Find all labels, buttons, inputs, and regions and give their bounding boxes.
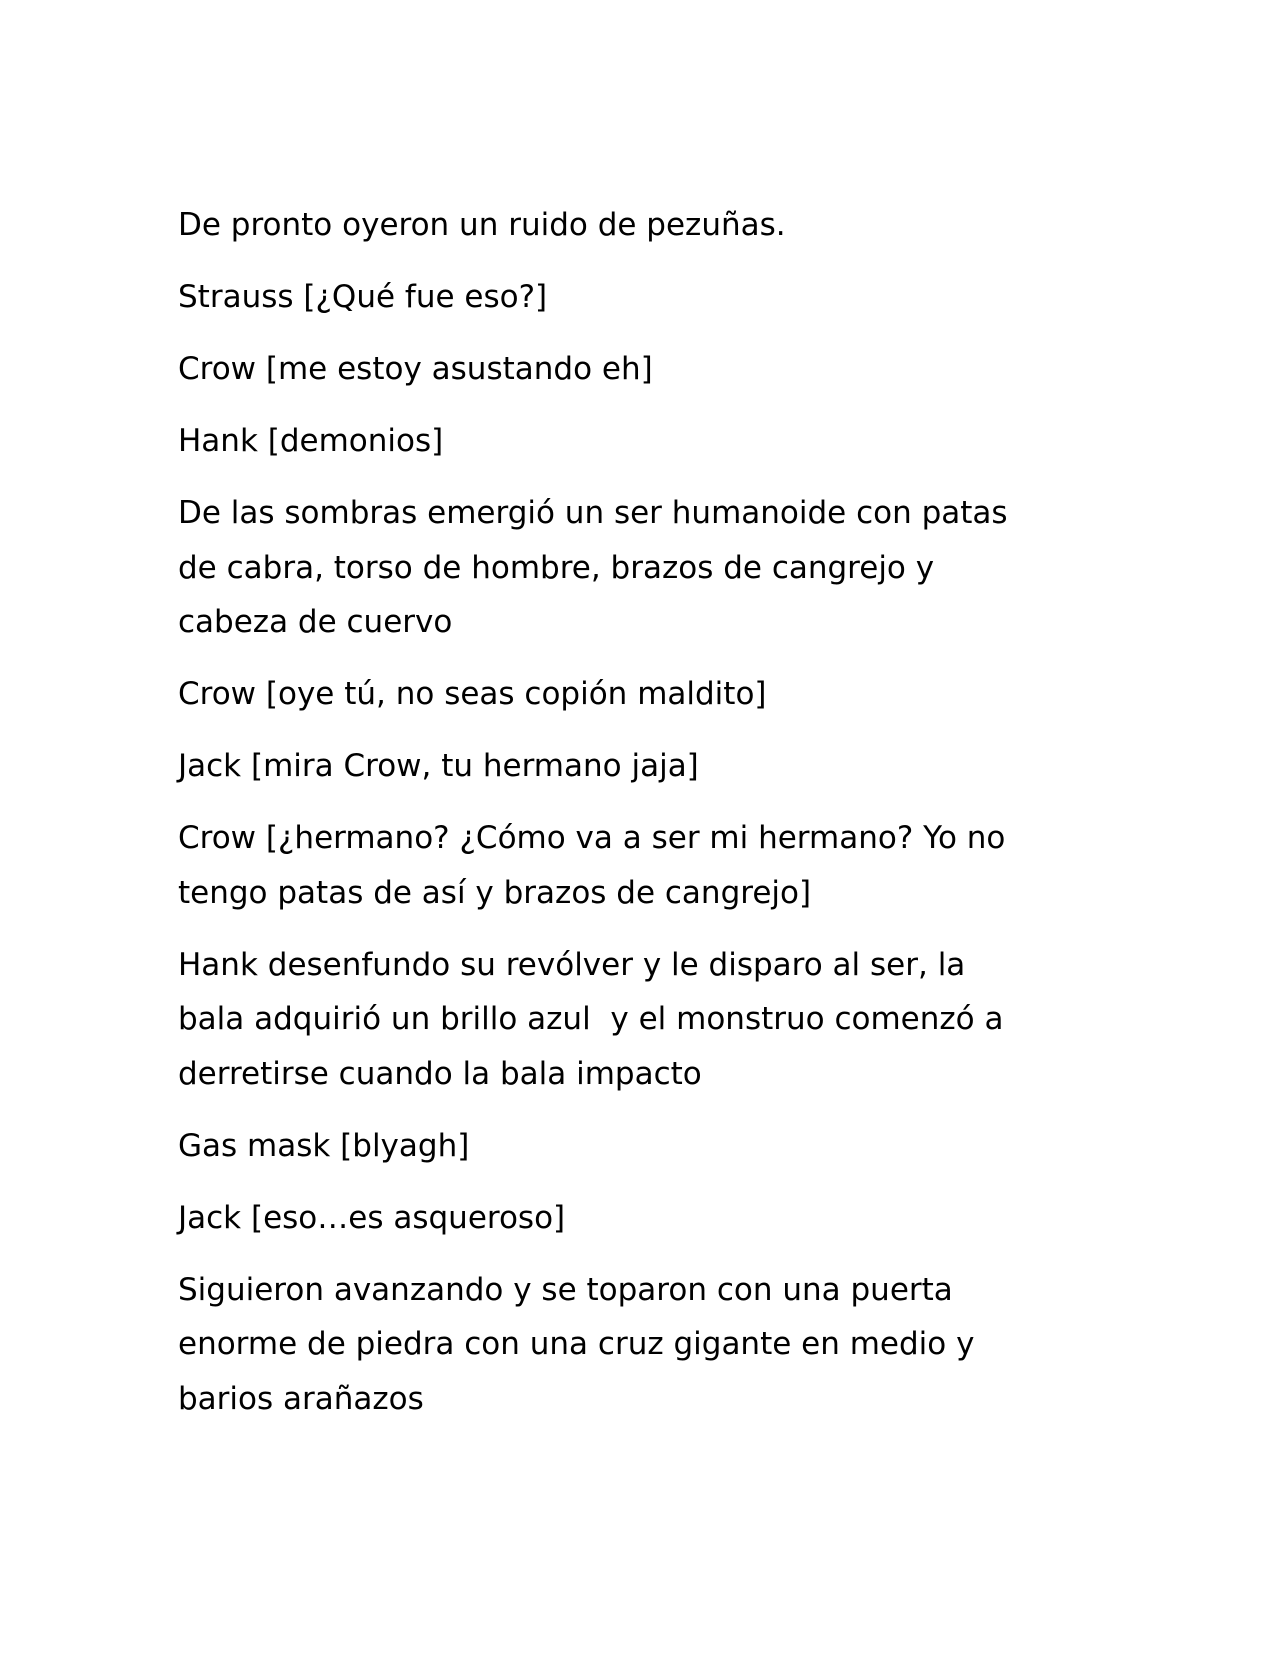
paragraph-2: Strauss [¿Qué fue eso?] [178,278,548,315]
paragraph-7: Jack [mira Crow, tu hermano jaja] [178,748,699,785]
paragraph-12: Siguieron avanzando y se toparon con una puerta enorme de piedra con una cruz gigante en medio y barios arañazos [178,1271,975,1417]
paragraph-4: Hank [demonios] [178,422,444,459]
paragraph-8: Crow [¿hermano? ¿Cómo va a ser mi hermano? Yo no tengo patas de así y brazos de cangrejo] [178,820,1006,911]
paragraph-5: De las sombras emergió un ser humanoide con patas de cabra, torso de hombre, brazos de cangrejo y cabeza de cuervo [178,494,1008,641]
document-body [178,198,1118,1444]
paragraph-1: De pronto oyeron un ruido de pezuñas. [178,207,786,243]
paragraph-3: Crow [me estoy asustando eh] [178,350,653,387]
paragraph-10: Gas mask [blyagh] [178,1127,470,1164]
paragraph-6: Crow [oye tú, no seas copión maldito] [178,676,767,713]
paragraph-11: Jack [eso…es asqueroso] [178,1199,566,1236]
paragraph-9: Hank desenfundo su revólver y le disparo al ser, la bala adquirió un brillo azul y el monstruo comenzó a derretirse cuando la bala impacto [178,946,1004,1092]
